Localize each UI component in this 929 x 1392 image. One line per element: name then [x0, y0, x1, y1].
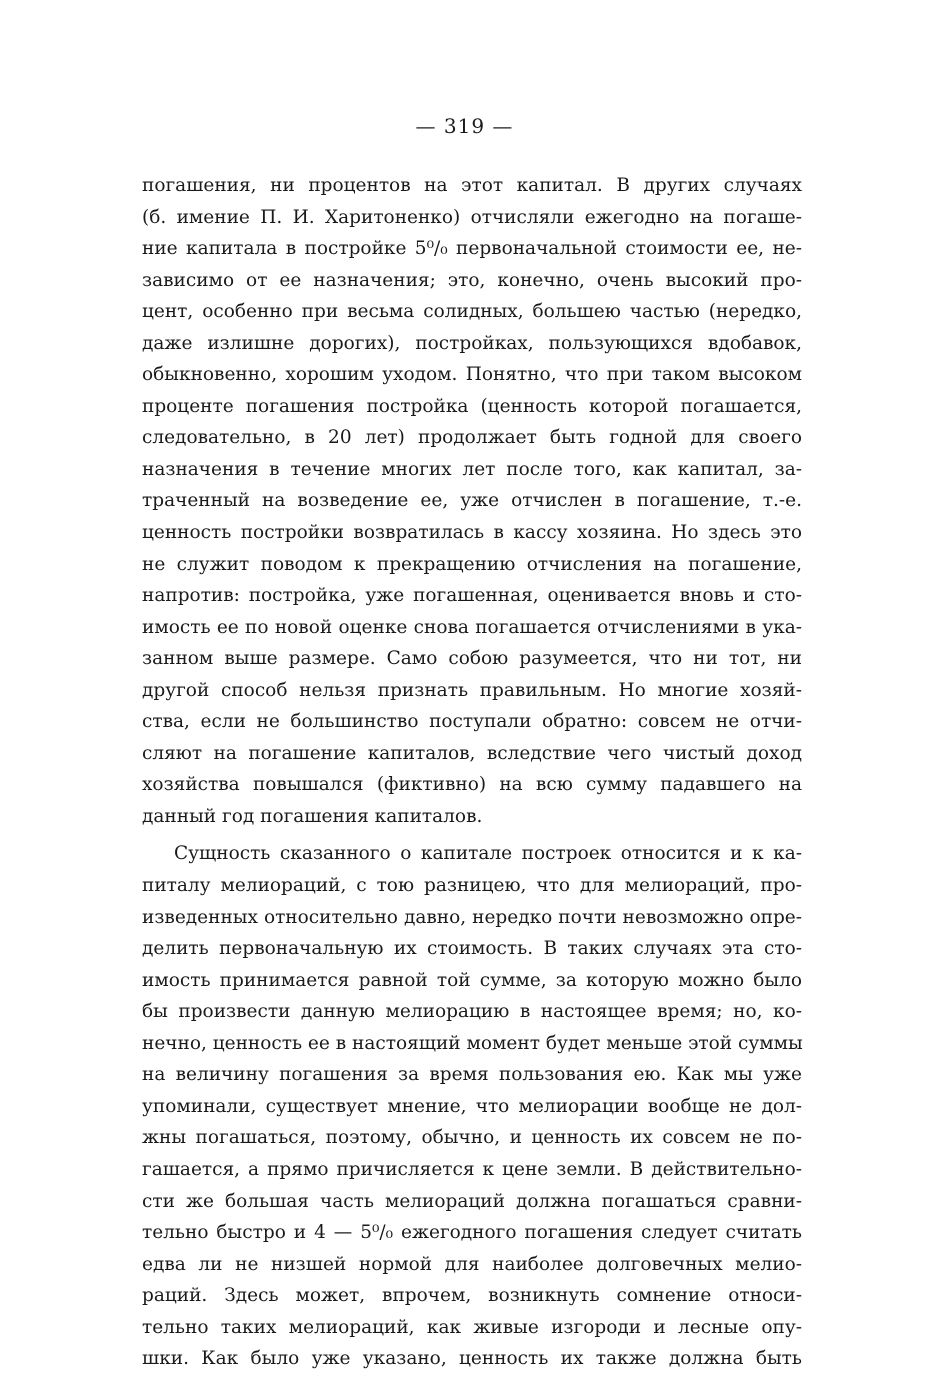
text-line: делить первоначальную их стоимость. В таких случаях эта сто- [142, 938, 802, 960]
text-line: не служит поводом к прекращению отчисления на погашение, [142, 553, 802, 575]
text-line: имость принимается равной той сумме, за которую можно было [142, 969, 802, 991]
text-line: изведенных относительно давно, нередко почти невозможно опре- [142, 906, 802, 928]
text-line: хозяйства повышался (фиктивно) на всю сумму падавшего на [142, 774, 802, 796]
text-line: на величину погашения за время пользования ею. Как мы уже [142, 1064, 802, 1086]
text-line: имость ее по новой оценке снова погашается отчислениями в ука- [142, 616, 802, 638]
text-line: ние капитала в постройке 5⁰/₀ первоначальной стоимости ее, не- [142, 238, 802, 260]
text-line: даже излишне дорогих), постройках, пользующихся вдобавок, [142, 332, 802, 354]
text-line: сти же большая часть мелиораций должна погашаться сравни- [142, 1190, 802, 1212]
text-line: едва ли не низшей нормой для наиболее долговечных мелио- [142, 1253, 802, 1275]
body-text [142, 170, 802, 1375]
text-line: обыкновенно, хорошим уходом. Понятно, что при таком высоком [142, 364, 802, 386]
text-line: назначения в течение многих лет после того, как капитал, за- [142, 458, 802, 480]
text-line: тельно быстро и 4 — 5⁰/₀ ежегодного погашения следует считать [142, 1222, 802, 1244]
page-number: — 319 — [415, 114, 514, 138]
text-line: жны погашаться, поэтому, обычно, и ценность их совсем не по- [142, 1127, 802, 1149]
text-line: данный год погашения капиталов. [142, 805, 483, 827]
text-line: занном выше размере. Само собою разумеется, что ни тот, ни [142, 648, 802, 670]
paragraph-2 [142, 838, 802, 1374]
text-line: цент, особенно при весьма солидных, большею частью (нередко, [142, 301, 802, 323]
text-line: траченный на возведение ее, уже отчислен в погашение, т.-е. [142, 490, 802, 512]
text-line: другой способ нельзя признать правильным. Но многие хозяй- [142, 679, 802, 701]
text-line: упоминали, существует мнение, что мелиорации вообще не дол- [142, 1095, 802, 1117]
text-line: проценте погашения постройка (ценность которой погашается, [142, 395, 802, 417]
text-line: тельно таких мелиораций, как живые изгороди и лесные опу- [142, 1316, 802, 1338]
text-line: (б. имение П. И. Харитоненко) отчисляли ежегодно на погаше- [142, 206, 802, 228]
text-line: нечно, ценность ее в настоящий момент будет меньше этой суммы [142, 1032, 803, 1054]
text-line: сляют на погашение капиталов, вследствие чего чистый доход [142, 742, 802, 764]
text-line: шки. Как было уже указано, ценность их также должна быть [142, 1348, 802, 1370]
text-line: бы произвести данную мелиорацию в настоящее время; но, ко- [142, 1001, 802, 1023]
text-line: питалу мелиораций, с тою разницею, что для мелиораций, про- [142, 875, 802, 897]
text-line: Сущность сказанного о капитале построек относится и к ка- [174, 843, 802, 865]
text-line: гашается, а прямо причисляется к цене земли. В действительно- [142, 1158, 802, 1180]
text-line: напротив: постройка, уже погашенная, оценивается вновь и сто- [142, 585, 802, 607]
text-line: зависимо от ее назначения; это, конечно, очень высокий про- [142, 269, 802, 291]
text-line: раций. Здесь может, впрочем, возникнуть сомнение относи- [142, 1285, 802, 1307]
text-line: следовательно, в 20 лет) продолжает быть годной для своего [142, 427, 802, 449]
text-line: погашения, ни процентов на этот капитал. В других случаях [142, 175, 802, 196]
text-line: ценность постройки возвратилась в кассу хозяина. Но здесь это [142, 522, 802, 544]
paragraph-1 [142, 170, 802, 832]
text-line: ства, если не большинство поступали обратно: совсем не отчи- [142, 711, 802, 733]
